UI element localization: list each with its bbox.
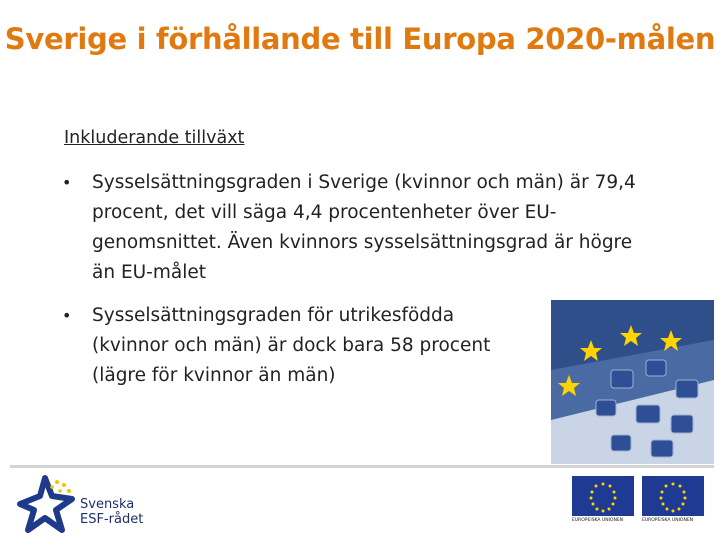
- footer-divider: [10, 465, 714, 468]
- bullet-marker: •: [62, 173, 72, 192]
- bullet-marker: •: [62, 306, 72, 325]
- eu-puzzle-image: [551, 300, 714, 464]
- bullet-text: Sysselsättningsgraden för utrikesfödda (kvinnor och män) är dock bara 58 procent (lägre för kvinnor än män): [92, 305, 491, 386]
- eu-flags: [570, 474, 720, 536]
- esf-logo-line: Svenska: [80, 497, 135, 512]
- eu-caption: EUROPEISKA UNIONEN: [572, 518, 624, 523]
- bullet-text: Sysselsättningsgraden i Sverige (kvinnor och män) är 79,4 procent, det vill säga 4,4 procentenheter över EU-genomsnittet. Även kvinnors sysselsättningsgrad är högre än EU-målet: [92, 172, 636, 283]
- esf-logo-line: ESF-rådet: [80, 512, 144, 527]
- eu-caption: EUROPEISKA UNIONEN: [642, 518, 694, 523]
- esf-logo-text: [80, 497, 143, 527]
- section-heading: Inkluderande tillväxt: [64, 128, 245, 148]
- slide-title: Sverige i förhållande till Europa 2020-målen: [4, 22, 716, 56]
